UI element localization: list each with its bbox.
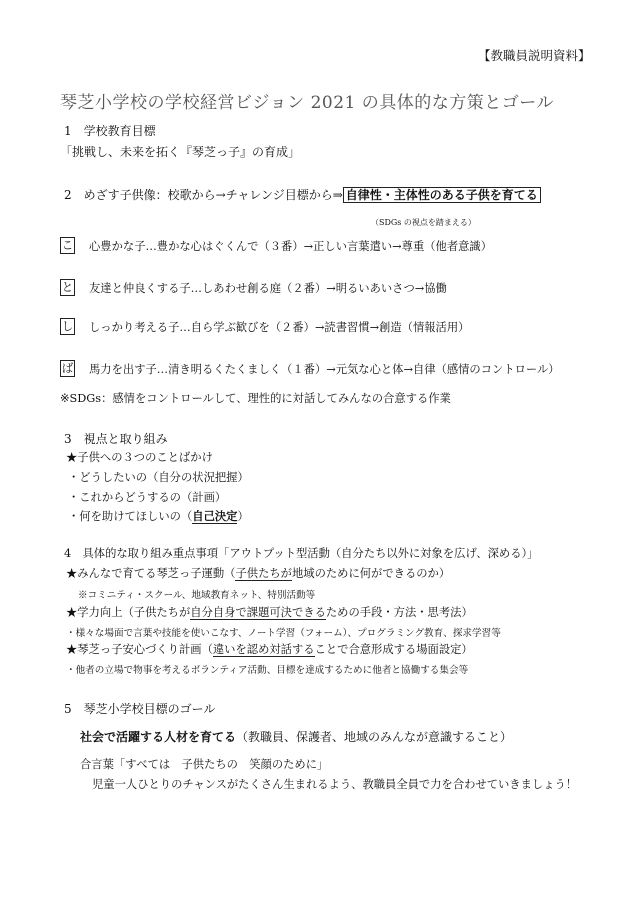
initiative-2: [66, 604, 473, 620]
acrostic-text: 心豊かな子…豊かな心はぐくんで（３番）→正しい言葉遣い→尊重（他者意識）: [89, 239, 493, 253]
section2-heading: [64, 186, 541, 203]
kotoshiba-row-to: [60, 279, 447, 296]
word-bullet-3-pre: ・何を助けてほしいの（: [68, 510, 193, 523]
acrostic-text: しっかり考える子…自ら学ぶ歓びを（２番）→読書習慣→創造（情報活用）: [89, 320, 470, 334]
initiative-1: [66, 565, 450, 581]
initiative-1-note: ※コミニティ・スクール、地域教育ネット、特別活動等: [78, 590, 316, 601]
section3-heading: 3 視点と取り組み: [64, 432, 168, 446]
kotoshiba-row-ba: [60, 360, 560, 377]
motto: 合言葉「すべては 子供たちの 笑顔のために」: [80, 758, 329, 771]
section2-heading-text: 2 めざす子供像：校歌から→チャレンジ目標から⇒: [64, 188, 343, 202]
initiative-2-note: ・様々な場面で言葉や技能を使いこなす、ノート学習（フォーム）、プログラミング教育、探求学習等: [66, 628, 501, 639]
initiative-1-post: 地域のために何ができるのか）: [291, 567, 451, 580]
initiative-2-pre: ★学力向上（子供たちが: [66, 606, 191, 619]
final-goal-bold: 社会で活躍する人材を育てる: [80, 730, 237, 744]
word-bullet-1: ・どうしたいの（自分の状況把握）: [68, 471, 249, 484]
initiative-3: [66, 641, 473, 657]
sdgs-line: ※SDGs：感情をコントロールして、理性的に対話してみんなの合意する作業: [60, 392, 451, 405]
initiative-1-pre: ★みんなで育てる琴芝っ子運動（: [66, 567, 236, 580]
acrostic-char: と: [61, 280, 74, 294]
acrostic-char: し: [61, 319, 74, 333]
kotoshiba-row-shi: [60, 318, 469, 335]
word-bullet-3: [68, 508, 249, 524]
initiative-3-note: ・他者の立場で物事を考えるボランティア活動、目標を達成するために他者と協働する集会等: [66, 665, 469, 676]
acrostic-text: 友達と仲良くする子…しあわせ創る庭（２番）→明るいあいさつ→協働: [89, 281, 447, 295]
closing-message: 児童一人ひとりのチャンスがたくさん生まれるよう、教職員全員で力を合わせていきましょう！: [92, 778, 578, 791]
initiative-3-post: ことで合意形成する場面設定）: [314, 643, 473, 656]
initiative-2-underline-2: 課題可決できる: [246, 606, 326, 619]
school-goal: 「挑戦し、未来を拓く『琴芝っ子』の育成」: [60, 145, 301, 159]
initiative-3-underline: 違いを認め対話する: [212, 643, 315, 656]
ideal-child-box: 自律性・主体性のある子供を育てる: [343, 187, 541, 203]
word-bullet-3-post: ）: [237, 510, 249, 523]
words-heading: ★子供への３つのことばかけ: [66, 451, 213, 464]
initiative-2-post: ための手段・方法・思考法）: [325, 606, 473, 619]
initiative-1-underline: 子供たちが: [235, 567, 292, 580]
initiative-3-pre: ★琴芝っ子安心づくり計画（: [66, 643, 213, 656]
section5-heading: 5 琴芝小学校目標のゴール: [64, 702, 216, 716]
initiative-2-underline-1: 自分自身で: [190, 606, 247, 619]
acrostic-char: ば: [61, 361, 74, 375]
page-title: 琴芝小学校の学校経営ビジョン 2021 の具体的な方策とゴール: [60, 93, 554, 113]
header-tag: 【教職員説明資料】: [478, 48, 591, 63]
acrostic-text: 馬力を出す子…清き明るくたくましく（１番）→元気な心と体→自律（感情のコントロール）: [89, 362, 560, 376]
sdgs-note: （SDGs の視点を踏まえる）: [371, 218, 476, 227]
section1-heading: 1 学校教育目標: [64, 124, 156, 138]
final-goal-rest: （教職員、保護者、地域のみんなが意識すること）: [236, 730, 513, 744]
self-decision-emphasis: 自己決定: [192, 509, 238, 523]
word-bullet-2: ・これからどうするの（計画）: [68, 491, 227, 504]
final-goal: [80, 728, 512, 745]
kotoshiba-row-ko: [60, 237, 492, 254]
section4-heading: 4 具体的な取り組み重点事項「アウトプット型活動（自分たち以外に対象を広げ、深める）」: [64, 547, 539, 560]
acrostic-char: こ: [61, 238, 74, 252]
